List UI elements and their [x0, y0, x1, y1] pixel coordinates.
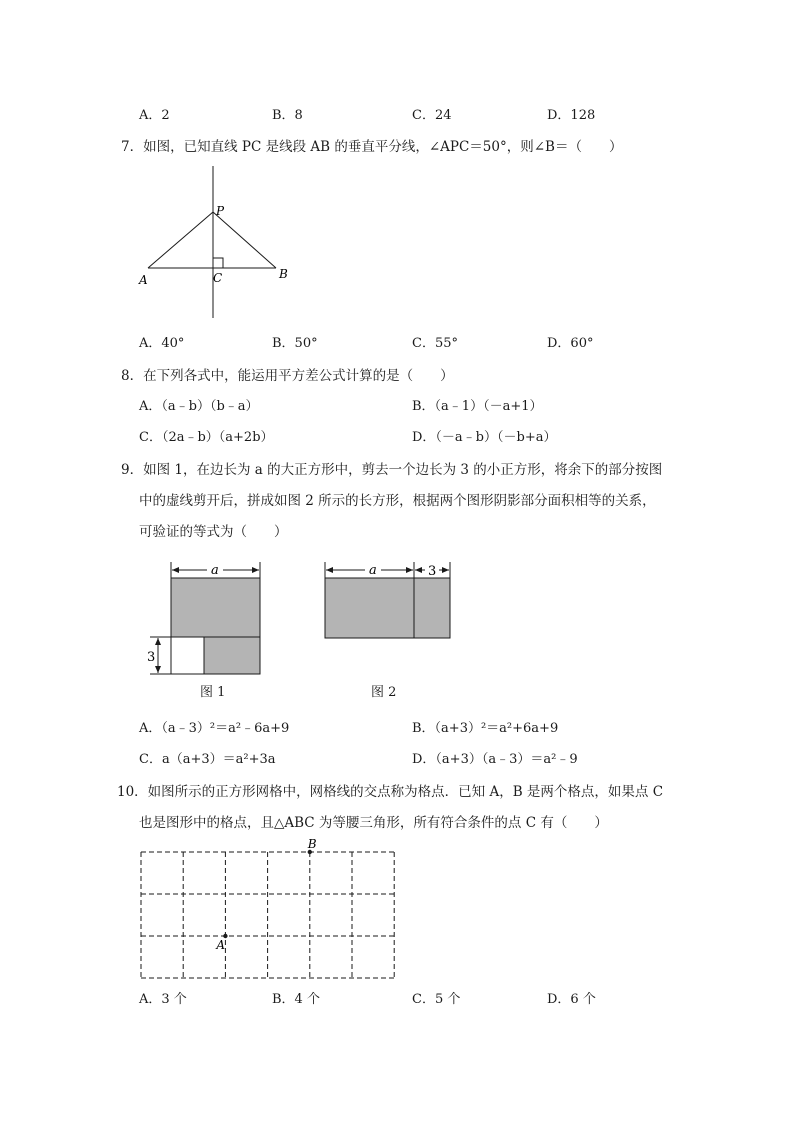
q8-option-c: C．（2a﹣b）（a+2b） [139, 430, 274, 445]
q9-stem-line-3: 可验证的等式为（ ） [139, 524, 288, 540]
q6-option-a: A．2 [139, 108, 170, 123]
q7-option-a: A．40° [139, 336, 185, 351]
right-angle-mark [213, 258, 223, 268]
q6-option-b: B．8 [272, 108, 303, 123]
q7-option-b: B．50° [272, 336, 318, 351]
cut-out-square [171, 637, 204, 674]
label-3: 3 [147, 650, 156, 665]
label-a: A [216, 938, 226, 952]
q6-option-d: D．128 [547, 108, 596, 123]
label-a: A [139, 273, 148, 287]
q9-option-d: D．（a+3）（a﹣3）＝a²﹣9 [412, 752, 578, 767]
q9-figure-2 [318, 556, 458, 646]
right-shaded-rect [414, 578, 450, 638]
figure-2-caption: 图 2 [371, 685, 397, 700]
q8-option-b: B．（a﹣1）（－a+1） [412, 399, 543, 414]
label-c: C [213, 271, 223, 285]
q8-option-d: D．（－a﹣b）（－b+a） [412, 430, 557, 445]
q10-grid-figure [133, 834, 408, 984]
label-b: B [279, 267, 288, 281]
q7-option-d: D．60° [547, 336, 594, 351]
q9-stem-line-1: 9．如图 1，在边长为 a 的大正方形中，剪去一个边长为 3 的小正方形，将余下的部分按图 [121, 462, 663, 478]
q10-stem-line-2: 也是图形中的格点，且△ABC 为等腰三角形，所有符合条件的点 C 有（ ） [139, 815, 608, 831]
q8-stem: 8．在下列各式中，能运用平方差公式计算的是（ ） [121, 368, 454, 384]
q8-option-a: A．（a﹣b）（b﹣a） [139, 399, 259, 414]
q7-option-c: C．55° [412, 336, 458, 351]
q9-figure-1 [140, 556, 280, 701]
q10-option-b: B．4 个 [272, 992, 320, 1007]
label-p: P [216, 204, 225, 218]
top-shaded-rect [171, 578, 260, 637]
q10-option-a: A．3 个 [139, 992, 187, 1007]
label-a: a [369, 563, 377, 578]
label-b: B [307, 837, 317, 851]
label-a: a [211, 563, 219, 578]
left-shaded-rect [325, 578, 414, 638]
segment-pb [213, 212, 276, 268]
figure-1-caption: 图 1 [200, 685, 226, 700]
q7-stem: 7．如图，已知直线 PC 是线段 AB 的垂直平分线，∠APC＝50°，则∠B＝（ ） [121, 139, 623, 155]
q10-stem-line-1: 10．如图所示的正方形网格中，网格线的交点称为格点．已知 A，B 是两个格点，如果点 C [117, 784, 664, 800]
q7-figure-perpendicular-bisector [135, 160, 295, 325]
q6-option-c: C．24 [412, 108, 452, 123]
label-3: 3 [428, 564, 437, 579]
segment-pa [148, 212, 213, 268]
q9-option-c: C．a（a+3）＝a²+3a [139, 752, 276, 767]
q10-option-d: D．6 个 [547, 992, 596, 1007]
q9-option-b: B．（a+3）²＝a²+6a+9 [412, 721, 559, 736]
bottom-shaded-rect [204, 637, 260, 674]
dashed-grid [141, 852, 394, 978]
q9-option-a: A．（a﹣3）²＝a²﹣6a+9 [139, 721, 290, 736]
q9-stem-line-2: 中的虚线剪开后，拼成如图 2 所示的长方形，根据两个图形阴影部分面积相等的关系， [139, 493, 656, 509]
q10-option-c: C．5 个 [412, 992, 461, 1007]
